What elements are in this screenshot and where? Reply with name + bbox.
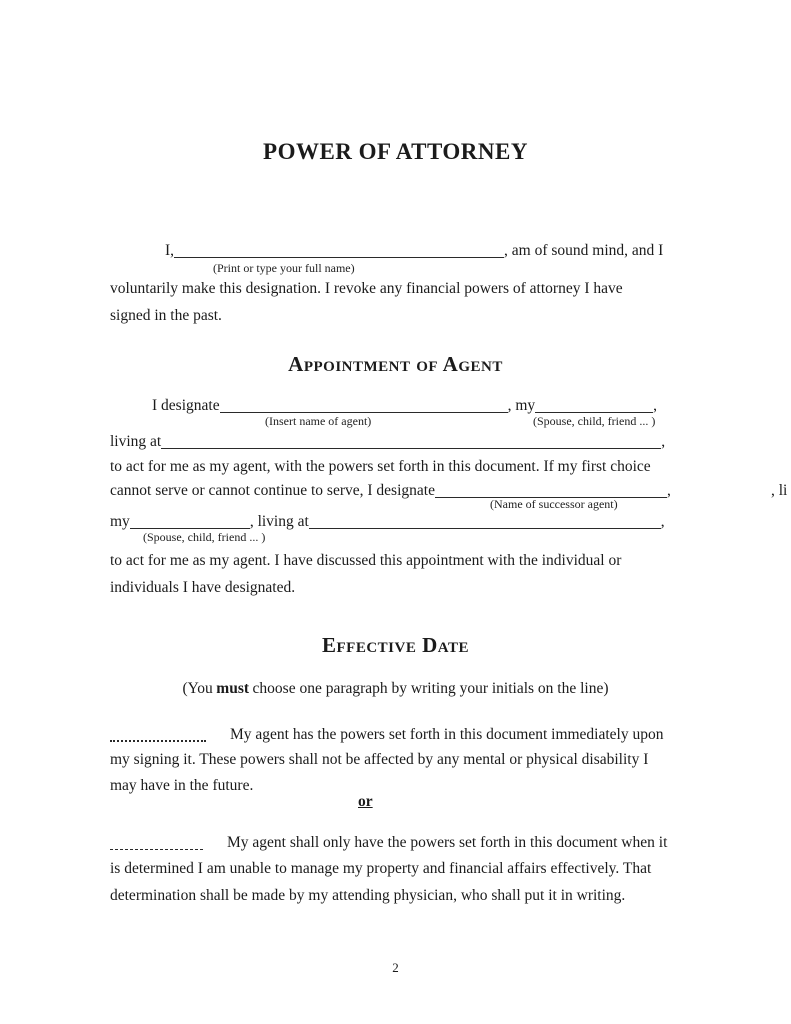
page-number: 2: [392, 960, 399, 975]
declaration-lead-in: I,: [165, 242, 175, 259]
option2-text-1: My agent shall only have the powers set forth in this document when it: [227, 834, 668, 851]
option1-line-3: may have in the future.: [110, 777, 254, 794]
agent-name-blank[interactable]: [220, 399, 508, 413]
declaration-line-1: [165, 241, 663, 260]
agent-name-hint: (Insert name of agent): [265, 414, 372, 428]
relationship-hint-2: (Spouse, child, friend ... ): [143, 530, 266, 544]
option2-line-2: is determined I am unable to manage my property and financial affairs effectively. That: [110, 860, 652, 877]
trailing-comma-1: ,: [653, 397, 658, 414]
relationship-hint: (Spouse, child, friend ... ): [533, 414, 656, 428]
comma-living-at: , living at: [249, 513, 309, 530]
instruction-pre: (You: [182, 680, 213, 697]
trailing-comma-2: ,: [661, 433, 666, 450]
option1-line-1: [110, 725, 664, 744]
print-name-hint: (Print or type your full name): [213, 261, 355, 275]
option2-initials-blank[interactable]: [110, 837, 203, 850]
option1-text-1: My agent has the powers set forth in this document immediately upon: [230, 726, 664, 743]
instruction-line: [0, 679, 791, 698]
my-lead: my: [110, 513, 130, 530]
option2-line-1: [110, 833, 667, 852]
discussed-line-2: individuals I have designated.: [110, 579, 296, 596]
instruction-post: choose one paragraph by writing your initials on the line): [252, 680, 609, 697]
living-at-label: living at: [110, 433, 162, 450]
designate-lead: I designate: [152, 397, 220, 414]
successor-lead: cannot serve or cannot continue to serve, I designate: [110, 482, 435, 499]
successor-relationship-blank[interactable]: [130, 515, 250, 529]
powers-line: to act for me as my agent, with the powers set forth in this document. If my first choice: [110, 458, 651, 475]
page-title: POWER OF ATTORNEY: [263, 139, 528, 164]
option1-initials-blank[interactable]: [110, 728, 206, 742]
agent-address-blank[interactable]: [161, 435, 661, 449]
heading-appointment-of-agent: Appointment of Agent: [288, 352, 503, 376]
declarant-name-blank[interactable]: [174, 244, 504, 258]
declaration-line-3: signed in the past.: [110, 307, 222, 324]
discussed-line-1: to act for me as my agent. I have discussed this appointment with the individual or: [110, 552, 622, 569]
successor-relationship-line: [110, 512, 665, 531]
instruction-bold-word: must: [216, 680, 250, 697]
trailing-comma-3: ,: [666, 482, 671, 499]
heading-effective-date: Effective Date: [322, 633, 469, 657]
declaration-line-2: voluntarily make this designation. I revoke any financial powers of attorney I have: [110, 280, 623, 297]
designate-line: [152, 396, 657, 415]
or-divider: or: [358, 793, 373, 810]
cut-off-text-fragment: , li: [771, 482, 788, 499]
declaration-after-blank: , am of sound mind, and I: [504, 242, 664, 259]
agent-relationship-blank[interactable]: [535, 399, 653, 413]
trailing-comma-4: ,: [660, 513, 665, 530]
successor-address-blank[interactable]: [309, 515, 661, 529]
option2-line-3: determination shall be made by my attending physician, who shall put it in writing.: [110, 887, 626, 904]
successor-name-blank[interactable]: [435, 484, 667, 498]
successor-name-hint: (Name of successor agent): [490, 497, 618, 511]
living-at-line: [110, 432, 665, 451]
comma-my: , my: [507, 397, 536, 414]
option1-line-2: my signing it. These powers shall not be affected by any mental or physical disability I: [110, 751, 649, 768]
